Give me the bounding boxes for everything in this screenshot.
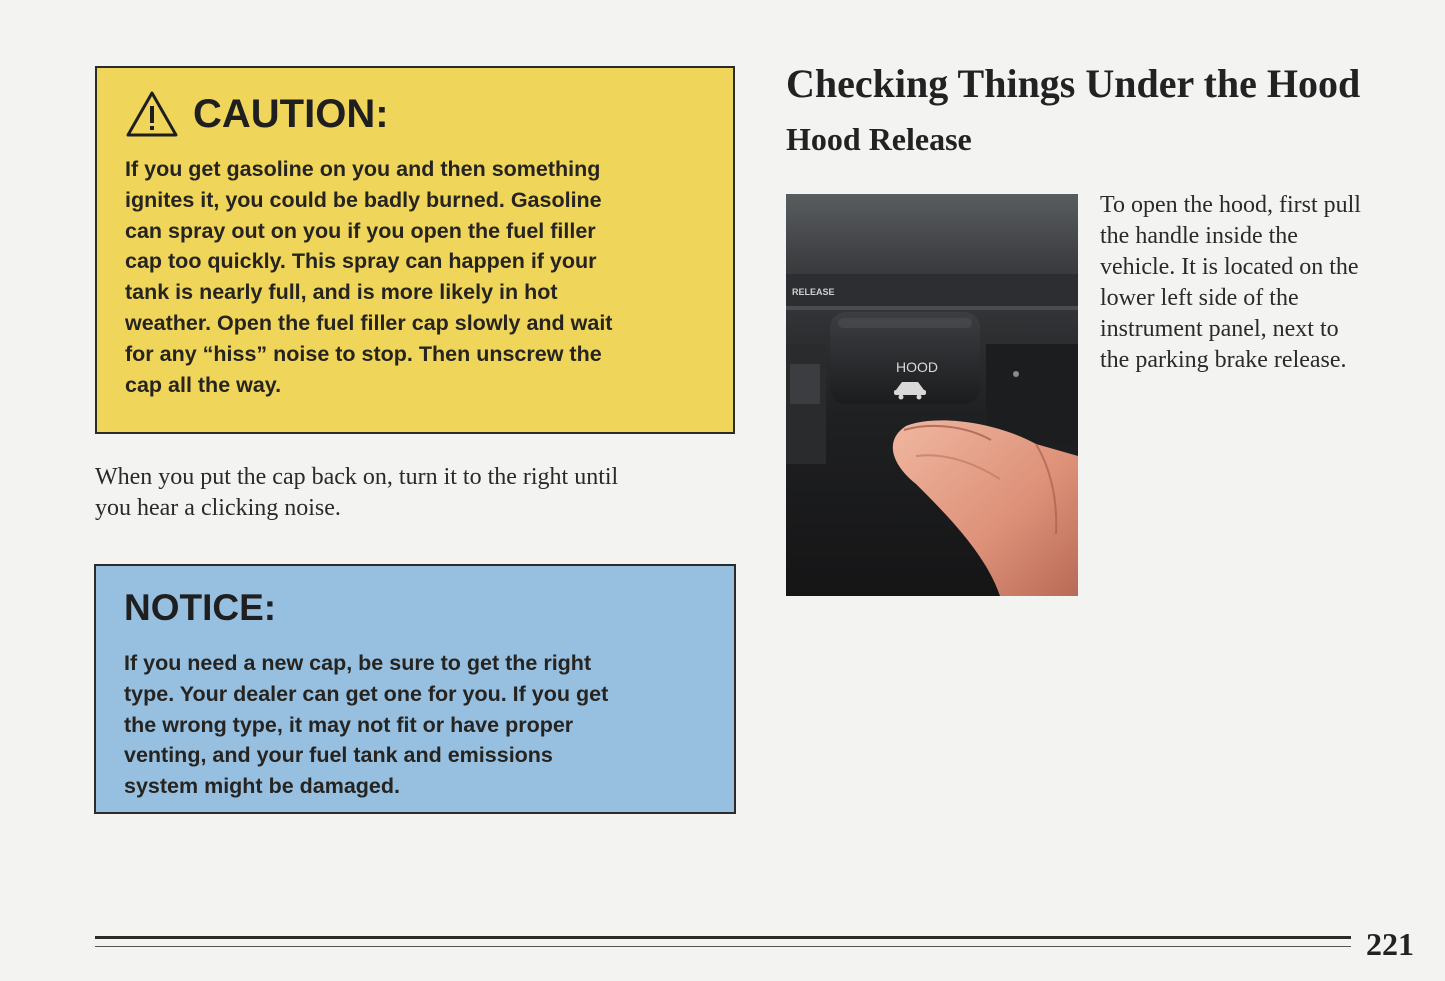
caution-line: ignites it, you could be badly burned. Gasoline	[125, 187, 602, 212]
hood-release-photo	[786, 194, 1078, 596]
notice-line: If you need a new cap, be sure to get the right	[124, 651, 592, 675]
paragraph-line: vehicle. It is located on the	[1100, 254, 1359, 280]
paragraph-line: the handle inside the	[1100, 223, 1298, 249]
caution-line: can spray out on you if you open the fuel filler	[125, 218, 596, 243]
notice-heading: NOTICE:	[124, 587, 277, 628]
caution-heading-row	[125, 88, 707, 140]
caution-line: If you get gasoline on you and then something	[125, 157, 601, 181]
notice-line: type. Your dealer can get one for you. If you get	[124, 681, 609, 706]
caution-line: cap too quickly. This spray can happen if your	[125, 249, 597, 274]
fuel-cap-paragraph	[95, 462, 735, 524]
caution-line: weather. Open the fuel filler cap slowly and wait	[125, 310, 613, 335]
caution-box	[95, 66, 735, 434]
caution-line: for any “hiss” noise to stop. Then unscrew the	[125, 341, 602, 366]
page-number: 221	[1366, 926, 1414, 962]
warning-triangle-icon	[125, 90, 179, 138]
paragraph-line: To open the hood, first pull	[1100, 192, 1361, 218]
notice-line: the wrong type, it may not fit or have proper	[124, 712, 574, 737]
notice-line: system might be damaged.	[124, 774, 400, 799]
paragraph-line: you hear a clicking noise.	[95, 495, 341, 521]
hood-label: HOOD	[896, 359, 938, 375]
hood-release-paragraph	[1100, 190, 1420, 376]
footer-rule-thin	[95, 946, 1351, 947]
notice-text	[124, 648, 708, 802]
paragraph-line: When you put the cap back on, turn it to the right until	[95, 464, 619, 490]
section-title: Checking Things Under the Hood	[786, 61, 1361, 106]
footer-rule	[95, 936, 1351, 939]
subsection-title: Hood Release	[786, 121, 972, 157]
release-label: RELEASE	[792, 287, 835, 297]
caution-heading: CAUTION:	[193, 91, 389, 136]
paragraph-line: lower left side of the	[1100, 285, 1299, 311]
paragraph-line: the parking brake release.	[1100, 347, 1347, 373]
notice-box	[94, 564, 736, 814]
caution-line: tank is nearly full, and is more likely in hot	[125, 280, 558, 305]
notice-line: venting, and your fuel tank and emissions	[124, 743, 553, 768]
paragraph-line: instrument panel, next to	[1100, 316, 1339, 342]
caution-line: cap all the way.	[125, 372, 282, 397]
caution-text	[125, 154, 707, 400]
